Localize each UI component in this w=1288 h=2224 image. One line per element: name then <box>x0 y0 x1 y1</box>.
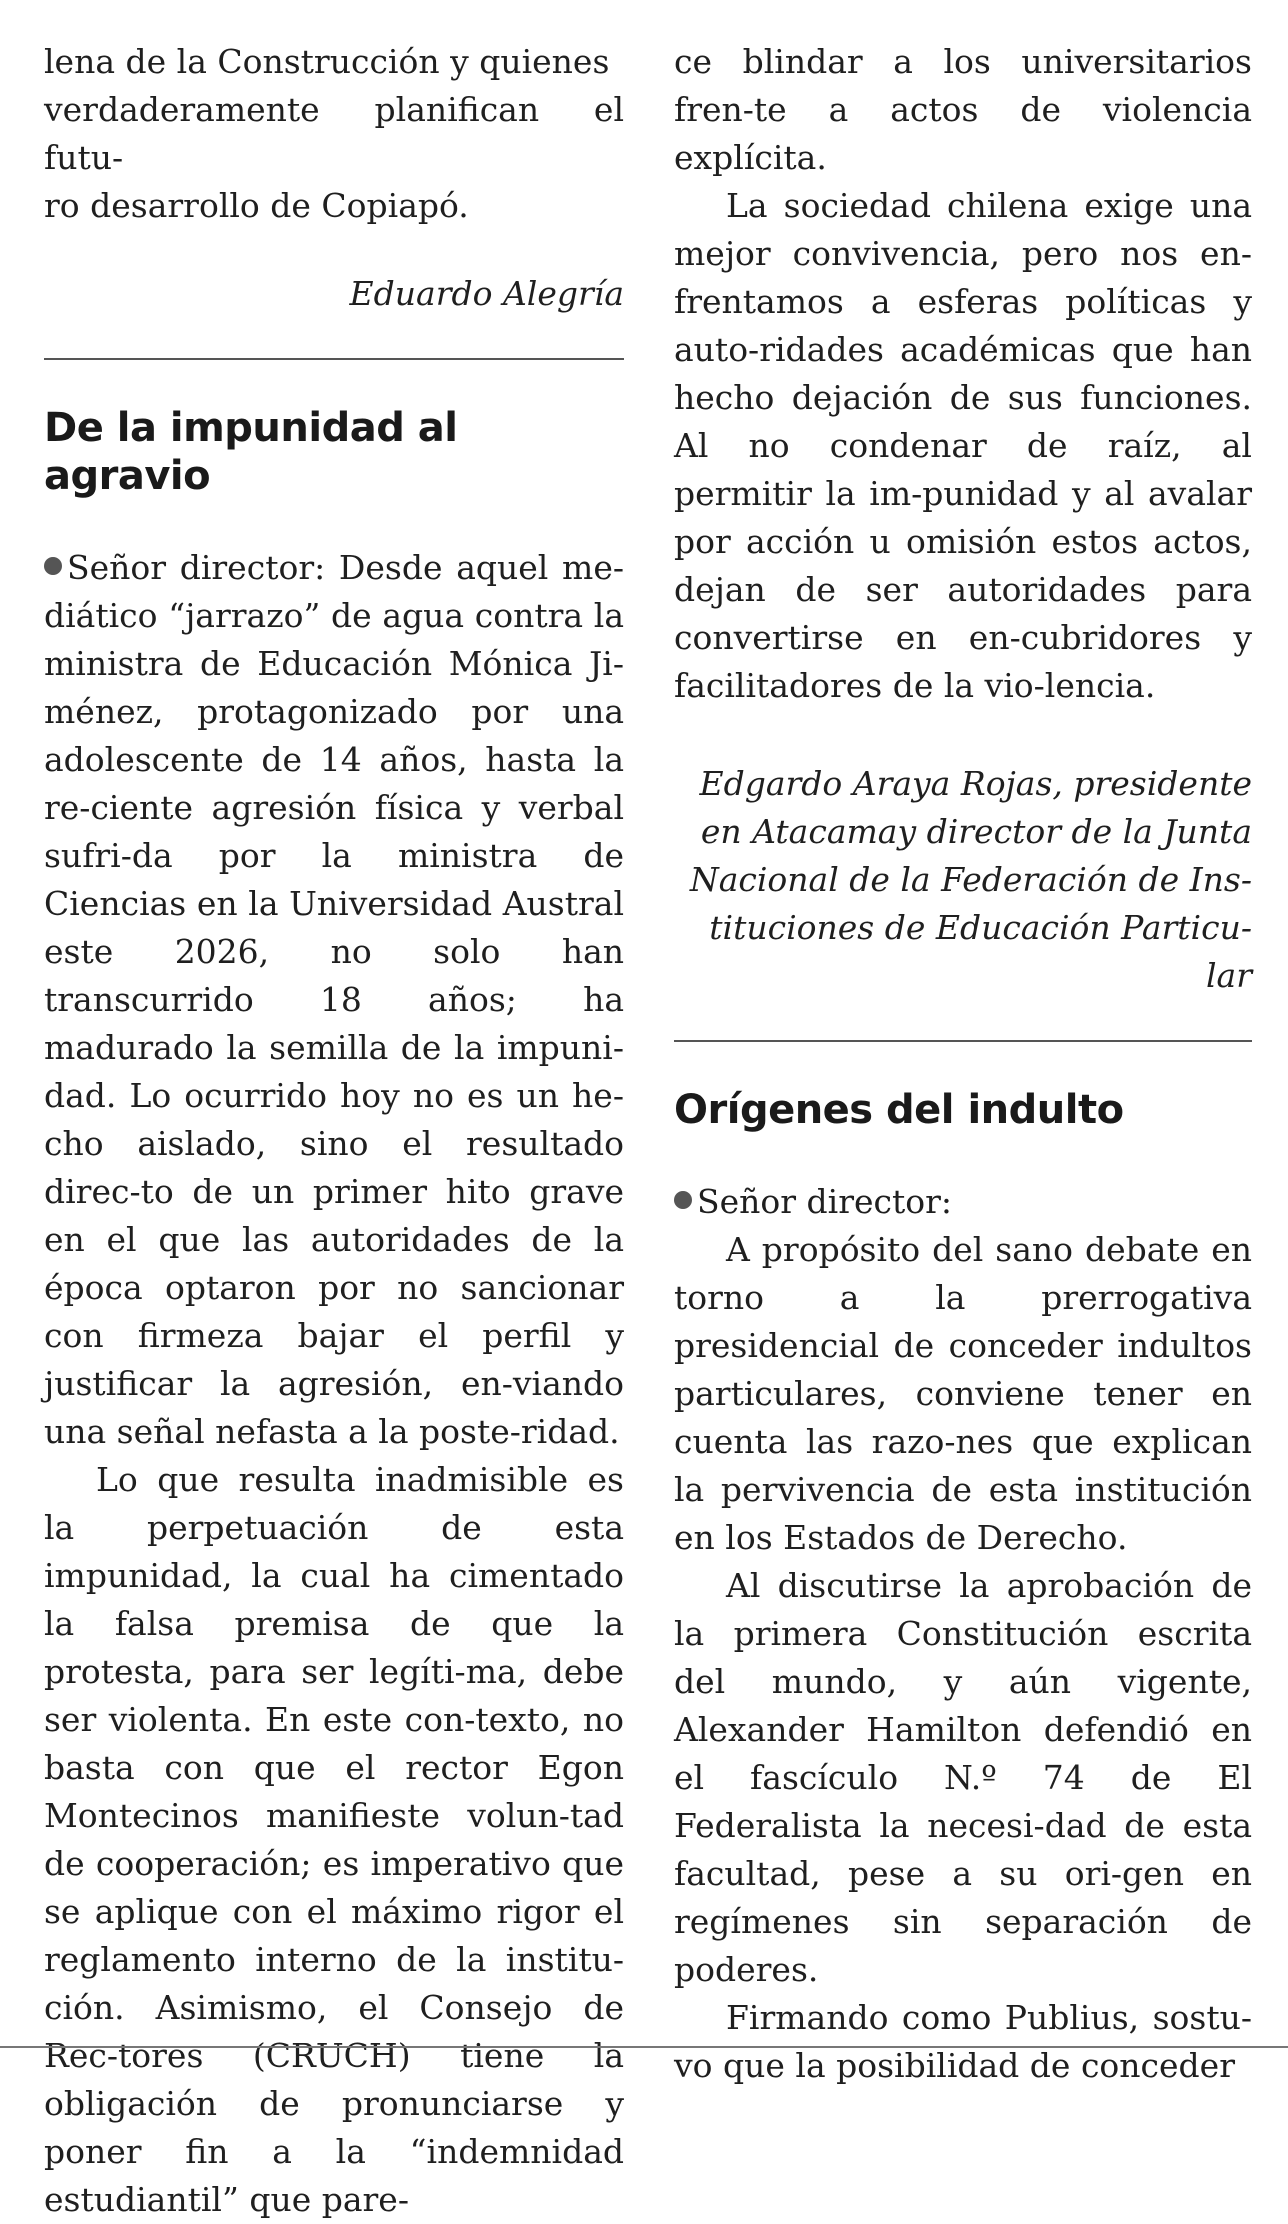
signature-line: Nacional de la Federación de Ins- <box>689 860 1252 899</box>
section-divider <box>674 1040 1252 1042</box>
letter-paragraph: La sociedad chilena exige una mejor convivencia, pero nos en-frentamos a esferas políticas y auto-ridades académicas que han hecho dejación de sus funciones. Al no condenar de raíz, al permitir la im-punidad y al avalar por acción u omisión estos actos, dejan de ser autoridades para convertirse en en-cubridores y facilitadores de la vio-lencia. <box>674 186 1252 705</box>
bullet-icon <box>44 557 62 575</box>
page-bottom-border <box>0 2046 1288 2048</box>
letter-paragraph: Firmando como Publius, sostu-vo que la posibilidad de conceder <box>674 1998 1252 2085</box>
intro-line: verdaderamente planifican el futu- <box>44 90 624 177</box>
letter-salutation: Señor director: <box>697 1182 953 1221</box>
intro-line: lena de la Construcción y quienes <box>44 42 610 81</box>
right-column <box>674 38 1252 2090</box>
signature-line: lar <box>1205 956 1252 995</box>
intro-line: ro desarrollo de Copiapó. <box>44 186 469 225</box>
left-column <box>44 38 624 2224</box>
signature-line: Edgardo Araya Rojas, presidente <box>699 764 1252 803</box>
letter-paragraph: A propósito del sano debate en torno a la prerrogativa presidencial de conceder indultos particulares, conviene tener en cuenta las razo-nes que explican la pervivencia de esta institución en los Estados de Derecho. <box>674 1230 1252 1557</box>
signature-line: en Atacamay director de la Junta <box>700 812 1252 851</box>
previous-letter-signature: Eduardo Alegría <box>349 274 624 313</box>
letter-paragraph: Al discutirse la aprobación de la primera Constitución escrita del mundo, y aún vigente, Alexander Hamilton defendió en el fascículo N.º 74 de El Federalista la necesi-dad de esta facultad, pese a su ori-gen en regímenes sin separación de poderes. <box>674 1566 1252 1989</box>
letter-headline: De la impunidad al agravio <box>44 405 458 499</box>
bullet-icon <box>674 1191 692 1209</box>
letter-paragraph: Lo que resulta inadmisible es la perpetuación de esta impunidad, la cual ha cimentado la falsa premisa de que la protesta, para ser legíti-ma, debe ser violenta. En este con-texto, no basta con que el rector Egon Montecinos manifieste volun-tad de cooperación; es imperativo que se aplique con el máximo rigor el reglamento interno de la institu-ción. Asimismo, el Consejo de Rec-tores (CRUCH) tiene la obligación de pronunciarse y poner fin a la “indemnidad estudiantil” que pare- <box>44 1460 624 2219</box>
letter-paragraph <box>44 544 624 1456</box>
letter-salutation: Señor director: <box>67 548 326 587</box>
section-divider <box>44 358 624 360</box>
letter-paragraph-text: Desde aquel me-diático “jarrazo” de agua contra la ministra de Educación Mónica Ji-ménez, protagonizado por una adolescente de 14 años, hasta la re-ciente agresión física y verbal sufri-da por la ministra de Ciencias en la Universidad Austral este 2026, no solo han transcurrido 18 años; ha madurado la semilla de la impuni-dad. Lo ocurrido hoy no es un he-cho aislado, sino el resultado direc-to de un primer hito grave en el que las autoridades de la época optaron por no sancionar con firmeza bajar el perfil y justificar la agresión, en-viando una señal nefasta a la poste-ridad. <box>44 548 624 1451</box>
previous-letter-ending <box>44 38 624 230</box>
letter-signature <box>674 760 1252 1000</box>
letter-salutation-line <box>674 1178 1252 1226</box>
signature-line: tituciones de Educación Particu- <box>709 908 1252 947</box>
letter-headline: Orígenes del indulto <box>674 1087 1124 1133</box>
letter-paragraph-continued: ce blindar a los universitarios fren-te a actos de violencia explícita. <box>674 42 1252 177</box>
